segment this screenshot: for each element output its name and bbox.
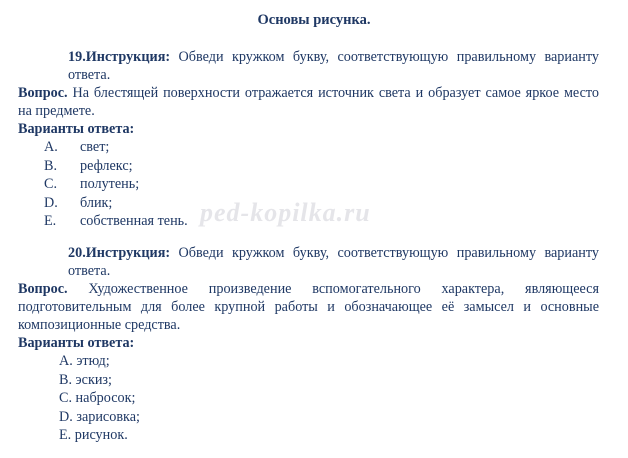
- option-text: собственная тень.: [80, 213, 188, 229]
- option-letter: A.: [44, 139, 58, 155]
- instruction-20: [18, 244, 599, 280]
- option-letter: D.: [44, 194, 58, 211]
- options-list-20: [18, 352, 599, 445]
- question-label: Вопрос.: [18, 281, 68, 297]
- option-item[interactable]: A. этюд;: [59, 353, 110, 369]
- question-text: На блестящей поверхности отражается источник света и образует самое яркое место на предмете.: [18, 85, 599, 119]
- question-20-block: [18, 244, 599, 445]
- instruction-label: 20.Инструкция:: [68, 245, 171, 261]
- options-label: Варианты ответа:: [18, 335, 135, 351]
- option-item[interactable]: [18, 175, 599, 194]
- question-19: [18, 84, 599, 120]
- question-text: Художественное произведение вспомогательного характера, являющееся подготовительным для более крупной работы и обозначающее её замысел и основные композиционные средства.: [18, 281, 599, 333]
- instruction-19: [18, 48, 599, 84]
- option-item[interactable]: B. эскиз;: [59, 371, 112, 388]
- instruction-label: 19.Инструкция:: [68, 49, 171, 65]
- options-label: Варианты ответа:: [18, 121, 135, 137]
- watermark: ped-kopilka.ru: [200, 198, 371, 227]
- question-label: Вопрос.: [18, 85, 68, 101]
- option-letter: E.: [44, 213, 57, 229]
- option-text: свет;: [80, 139, 110, 155]
- option-item[interactable]: D. зарисовка;: [59, 408, 140, 425]
- option-text: рефлекс;: [80, 157, 133, 174]
- option-text: блик;: [80, 194, 113, 211]
- option-letter: C.: [44, 176, 58, 192]
- option-item[interactable]: [18, 138, 599, 157]
- option-item[interactable]: C. набросок;: [59, 390, 136, 406]
- question-20: [18, 280, 599, 334]
- option-letter: B.: [44, 157, 58, 174]
- instruction-text: Обведи кружком букву, соответствующую правильному варианту ответа.: [68, 245, 599, 279]
- option-text: полутень;: [80, 176, 140, 192]
- instruction-text: Обведи кружком букву, соответствующую правильному варианту ответа.: [68, 49, 599, 83]
- option-item[interactable]: E. рисунок.: [59, 427, 128, 443]
- page-title: Основы рисунка.: [257, 12, 371, 28]
- option-item[interactable]: [18, 157, 599, 176]
